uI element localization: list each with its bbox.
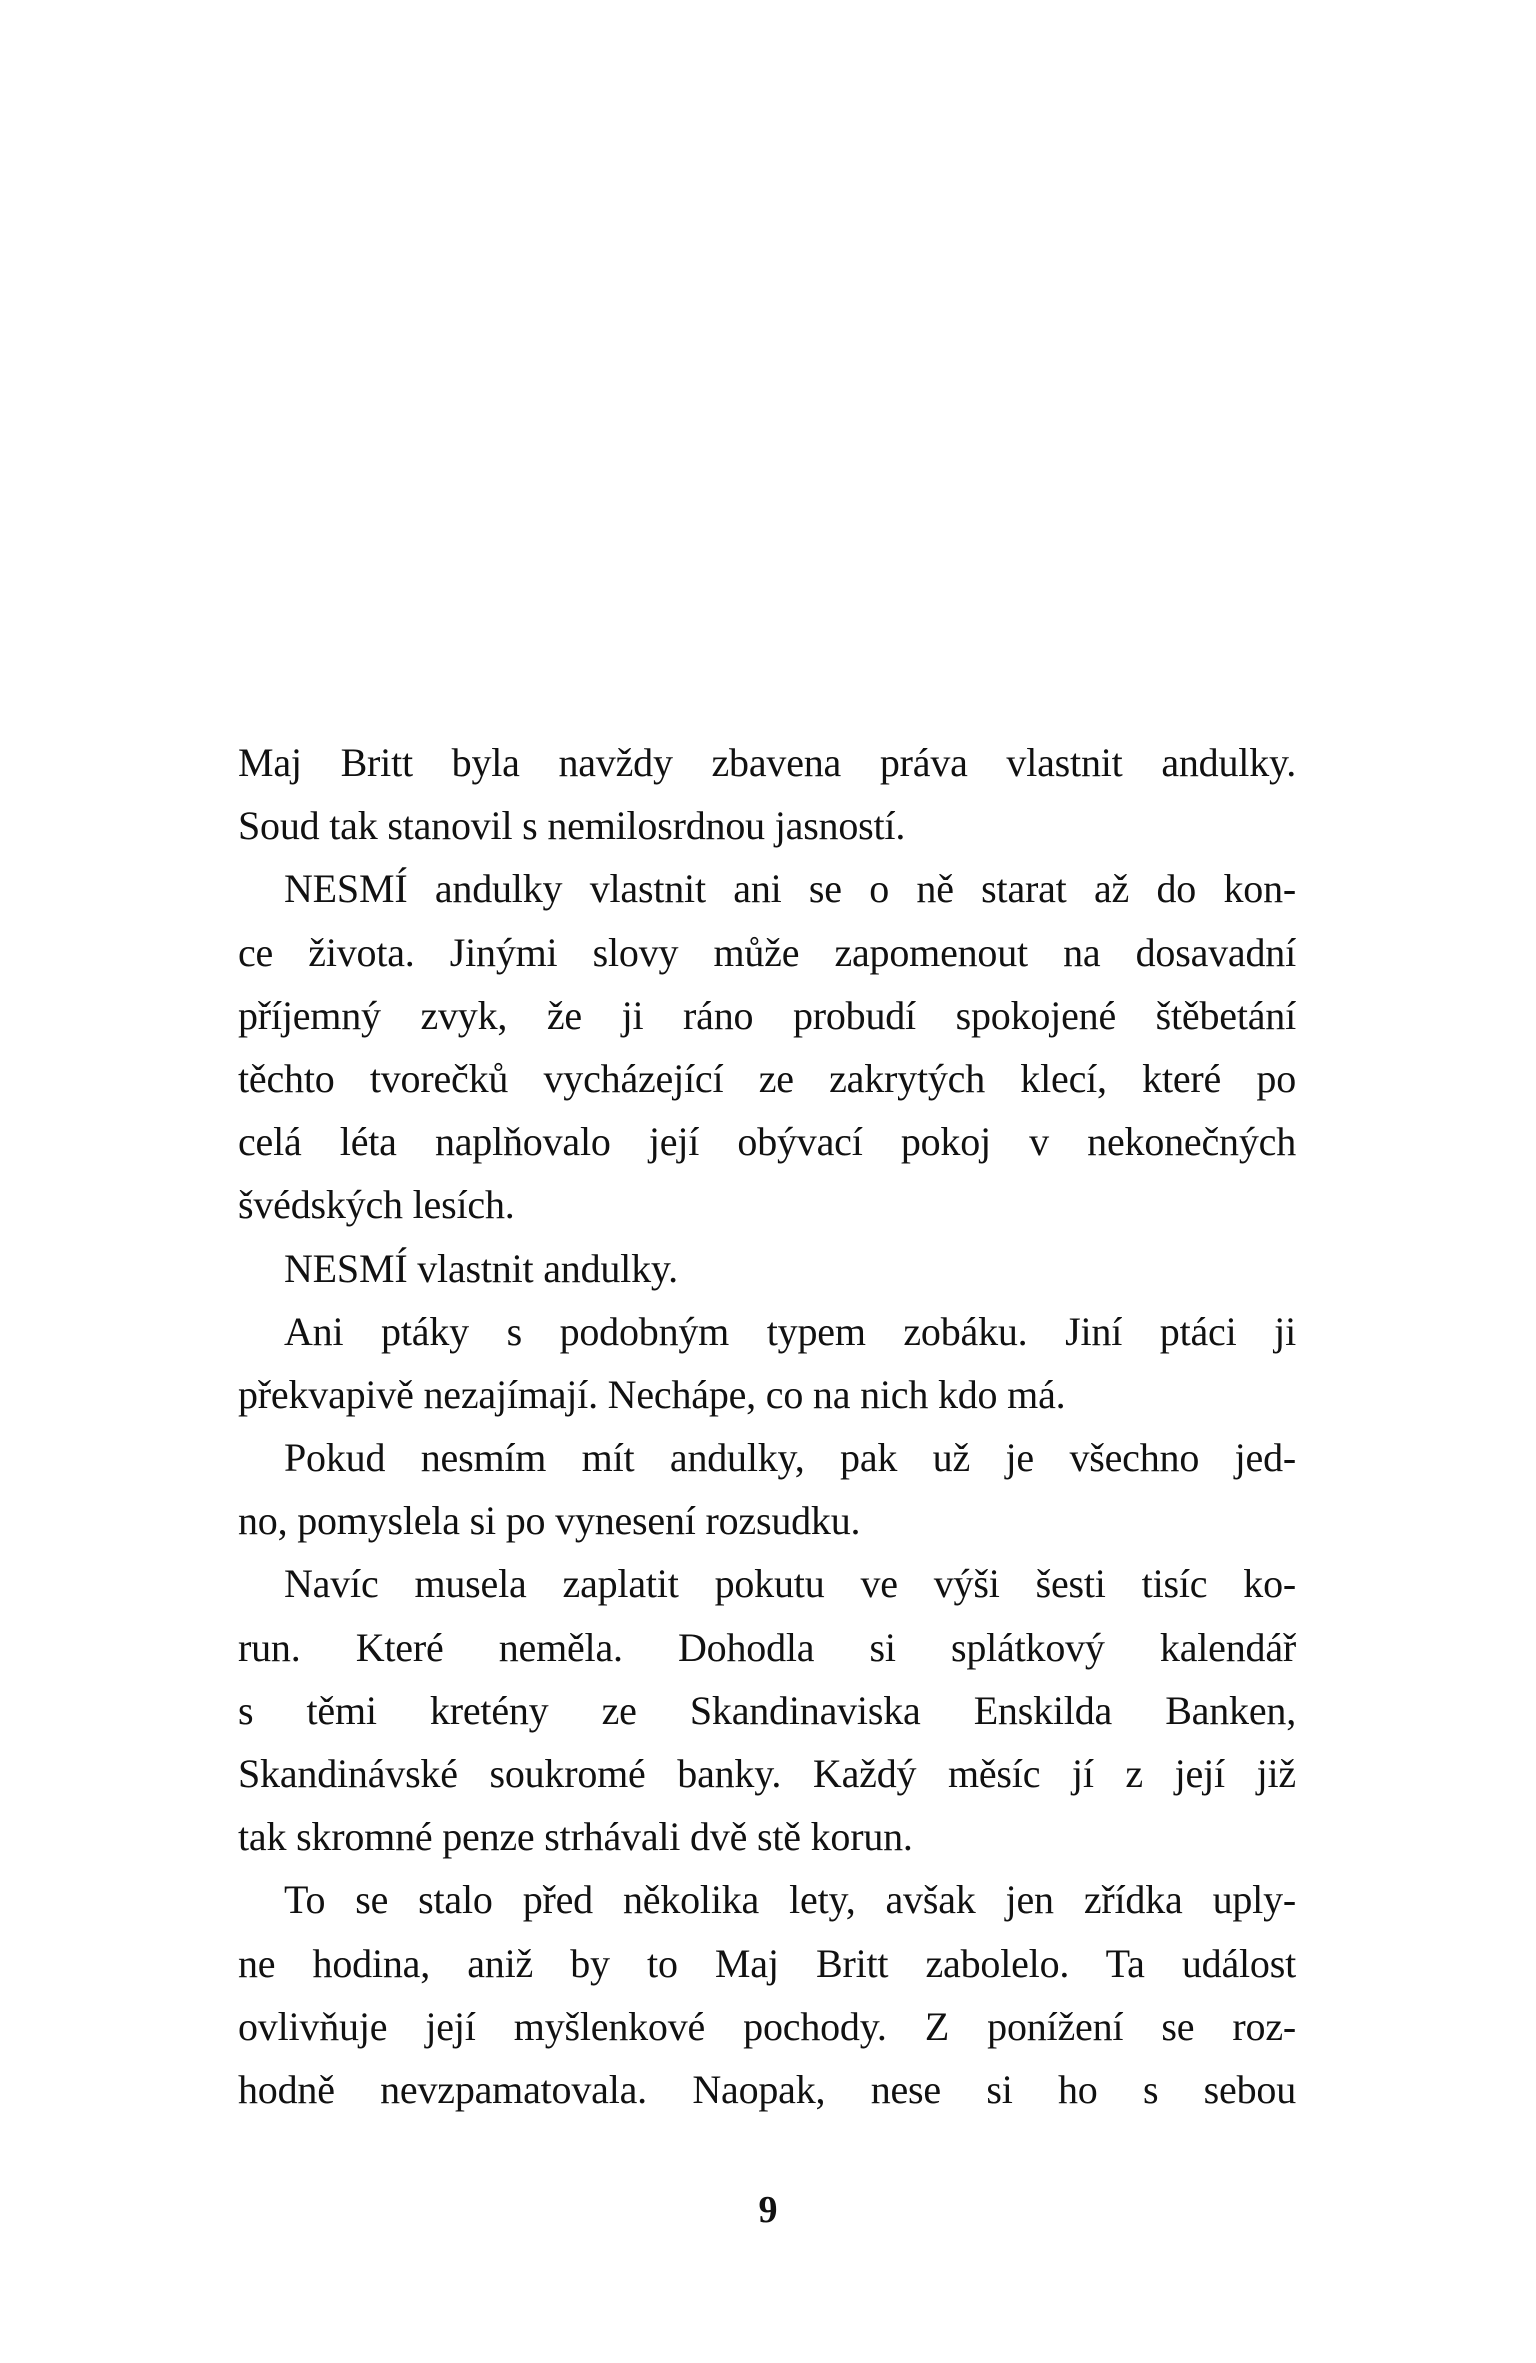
body-text: [238, 731, 1296, 2121]
text-line: Skandinávské soukromé banky. Každý měsíc jí z její již: [238, 1751, 1296, 1796]
text-line: hodně nevzpamatovala. Naopak, nese si ho s sebou: [238, 2066, 1296, 2112]
text-line: příjemný zvyk, že ji ráno probudí spokojené štěbetání: [238, 992, 1296, 1038]
text-line: NESMÍ andulky vlastnit ani se o ně starat až do kon-: [284, 866, 1296, 912]
text-line: s těmi kretény ze Skandinaviska Enskilda Banken,: [238, 1687, 1296, 1733]
text-line: Pokud nesmím mít andulky, pak už je všechno jed-: [284, 1435, 1296, 1481]
text-line: Soud tak stanovil s nemilosrdnou jasností.: [238, 803, 906, 849]
text-line: tak skromné penze strhávali dvě stě korun.: [238, 1814, 913, 1860]
text-line: ne hodina, aniž by to Maj Britt zabolelo. Ta událost: [238, 1940, 1296, 1986]
text-line: Maj Britt byla navždy zbavena práva vlastnit andulky.: [238, 740, 1296, 785]
text-line: celá léta naplňovalo její obývací pokoj v nekonečných: [238, 1119, 1296, 1165]
text-line: To se stalo před několika lety, avšak jen zřídka uply-: [284, 1877, 1296, 1923]
text-line: ovlivňuje její myšlenkové pochody. Z ponížení se roz-: [238, 2003, 1296, 2049]
text-line: NESMÍ vlastnit andulky.: [284, 1245, 678, 1291]
text-line: těchto tvorečků vycházející ze zakrytých klecí, které po: [238, 1055, 1296, 1101]
text-line: překvapivě nezajímají. Nechápe, co na nich kdo má.: [238, 1371, 1066, 1417]
text-line: ce života. Jinými slovy může zapomenout na dosavadní: [238, 929, 1296, 975]
text-line: no, pomyslela si po vynesení rozsudku.: [238, 1498, 861, 1544]
text-line: Ani ptáky s podobným typem zobáku. Jiní ptáci ji: [284, 1308, 1296, 1354]
page-number: 9: [758, 2189, 778, 2231]
text-line: Navíc musela zaplatit pokutu ve výši šesti tisíc ko-: [284, 1561, 1296, 1607]
text-line: švédských lesích.: [238, 1182, 515, 1228]
text-line: run. Které neměla. Dohodla si splátkový kalendář: [238, 1624, 1296, 1670]
